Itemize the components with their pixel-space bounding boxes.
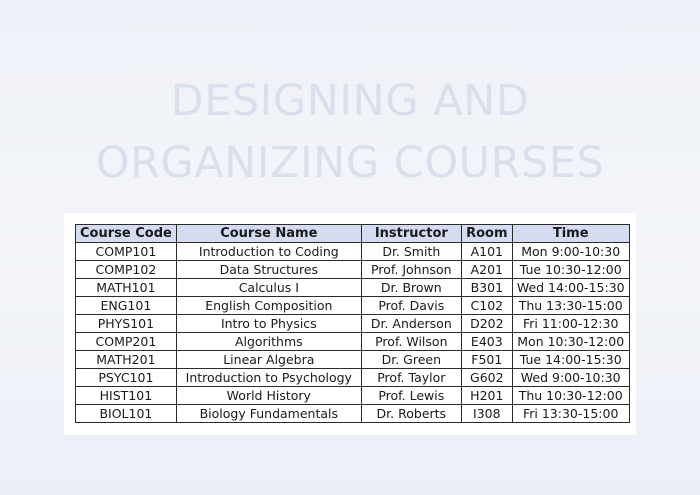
cell-time: Fri 13:30-15:00 [512, 405, 629, 423]
cell-time: Thu 13:30-15:00 [512, 297, 629, 315]
cell-time: Tue 14:00-15:30 [512, 351, 629, 369]
courses-table [75, 224, 630, 423]
table-sheet [64, 213, 636, 435]
cell-instructor: Prof. Johnson [361, 261, 461, 279]
cell-course-name: World History [176, 387, 361, 405]
cell-course-code: COMP101 [76, 243, 177, 261]
cell-course-name: Introduction to Psychology [176, 369, 361, 387]
cell-course-name: Biology Fundamentals [176, 405, 361, 423]
cell-instructor: Dr. Brown [361, 279, 461, 297]
table-row [76, 261, 630, 279]
table-row [76, 243, 630, 261]
cell-course-code: MATH101 [76, 279, 177, 297]
table-row [76, 369, 630, 387]
cell-instructor: Dr. Green [361, 351, 461, 369]
table-row [76, 315, 630, 333]
cell-room: F501 [461, 351, 512, 369]
cell-room: B301 [461, 279, 512, 297]
cell-course-name: Introduction to Coding [176, 243, 361, 261]
cell-course-name: Data Structures [176, 261, 361, 279]
cell-room: A101 [461, 243, 512, 261]
cell-instructor: Dr. Smith [361, 243, 461, 261]
cell-time: Thu 10:30-12:00 [512, 387, 629, 405]
table-row [76, 387, 630, 405]
cell-course-code: BIOL101 [76, 405, 177, 423]
table-row [76, 405, 630, 423]
cell-course-name: Intro to Physics [176, 315, 361, 333]
cell-course-name: Calculus I [176, 279, 361, 297]
table-row [76, 333, 630, 351]
cell-instructor: Dr. Anderson [361, 315, 461, 333]
cell-time: Wed 9:00-10:30 [512, 369, 629, 387]
table-row [76, 351, 630, 369]
header-instructor: Instructor [361, 225, 461, 243]
cell-course-name: Linear Algebra [176, 351, 361, 369]
table-row [76, 279, 630, 297]
cell-instructor: Prof. Davis [361, 297, 461, 315]
cell-course-code: COMP102 [76, 261, 177, 279]
cell-room: A201 [461, 261, 512, 279]
page-title-line-1: DESIGNING AND [170, 76, 530, 126]
cell-room: I308 [461, 405, 512, 423]
page-title [0, 70, 700, 194]
cell-course-name: English Composition [176, 297, 361, 315]
cell-time: Mon 10:30-12:00 [512, 333, 629, 351]
header-course-name: Course Name [176, 225, 361, 243]
cell-room: G602 [461, 369, 512, 387]
cell-course-name: Algorithms [176, 333, 361, 351]
cell-course-code: ENG101 [76, 297, 177, 315]
cell-instructor: Dr. Roberts [361, 405, 461, 423]
header-room: Room [461, 225, 512, 243]
cell-course-code: COMP201 [76, 333, 177, 351]
cell-course-code: HIST101 [76, 387, 177, 405]
page-title-line-2: ORGANIZING COURSES [95, 138, 605, 188]
cell-time: Tue 10:30-12:00 [512, 261, 629, 279]
header-course-code: Course Code [76, 225, 177, 243]
header-time: Time [512, 225, 629, 243]
cell-course-code: PHYS101 [76, 315, 177, 333]
cell-course-code: PSYC101 [76, 369, 177, 387]
table-row [76, 297, 630, 315]
cell-time: Fri 11:00-12:30 [512, 315, 629, 333]
cell-room: C102 [461, 297, 512, 315]
table-header-row [76, 225, 630, 243]
cell-room: E403 [461, 333, 512, 351]
cell-instructor: Prof. Wilson [361, 333, 461, 351]
cell-time: Mon 9:00-10:30 [512, 243, 629, 261]
cell-instructor: Prof. Taylor [361, 369, 461, 387]
cell-time: Wed 14:00-15:30 [512, 279, 629, 297]
cell-room: D202 [461, 315, 512, 333]
cell-room: H201 [461, 387, 512, 405]
cell-instructor: Prof. Lewis [361, 387, 461, 405]
cell-course-code: MATH201 [76, 351, 177, 369]
